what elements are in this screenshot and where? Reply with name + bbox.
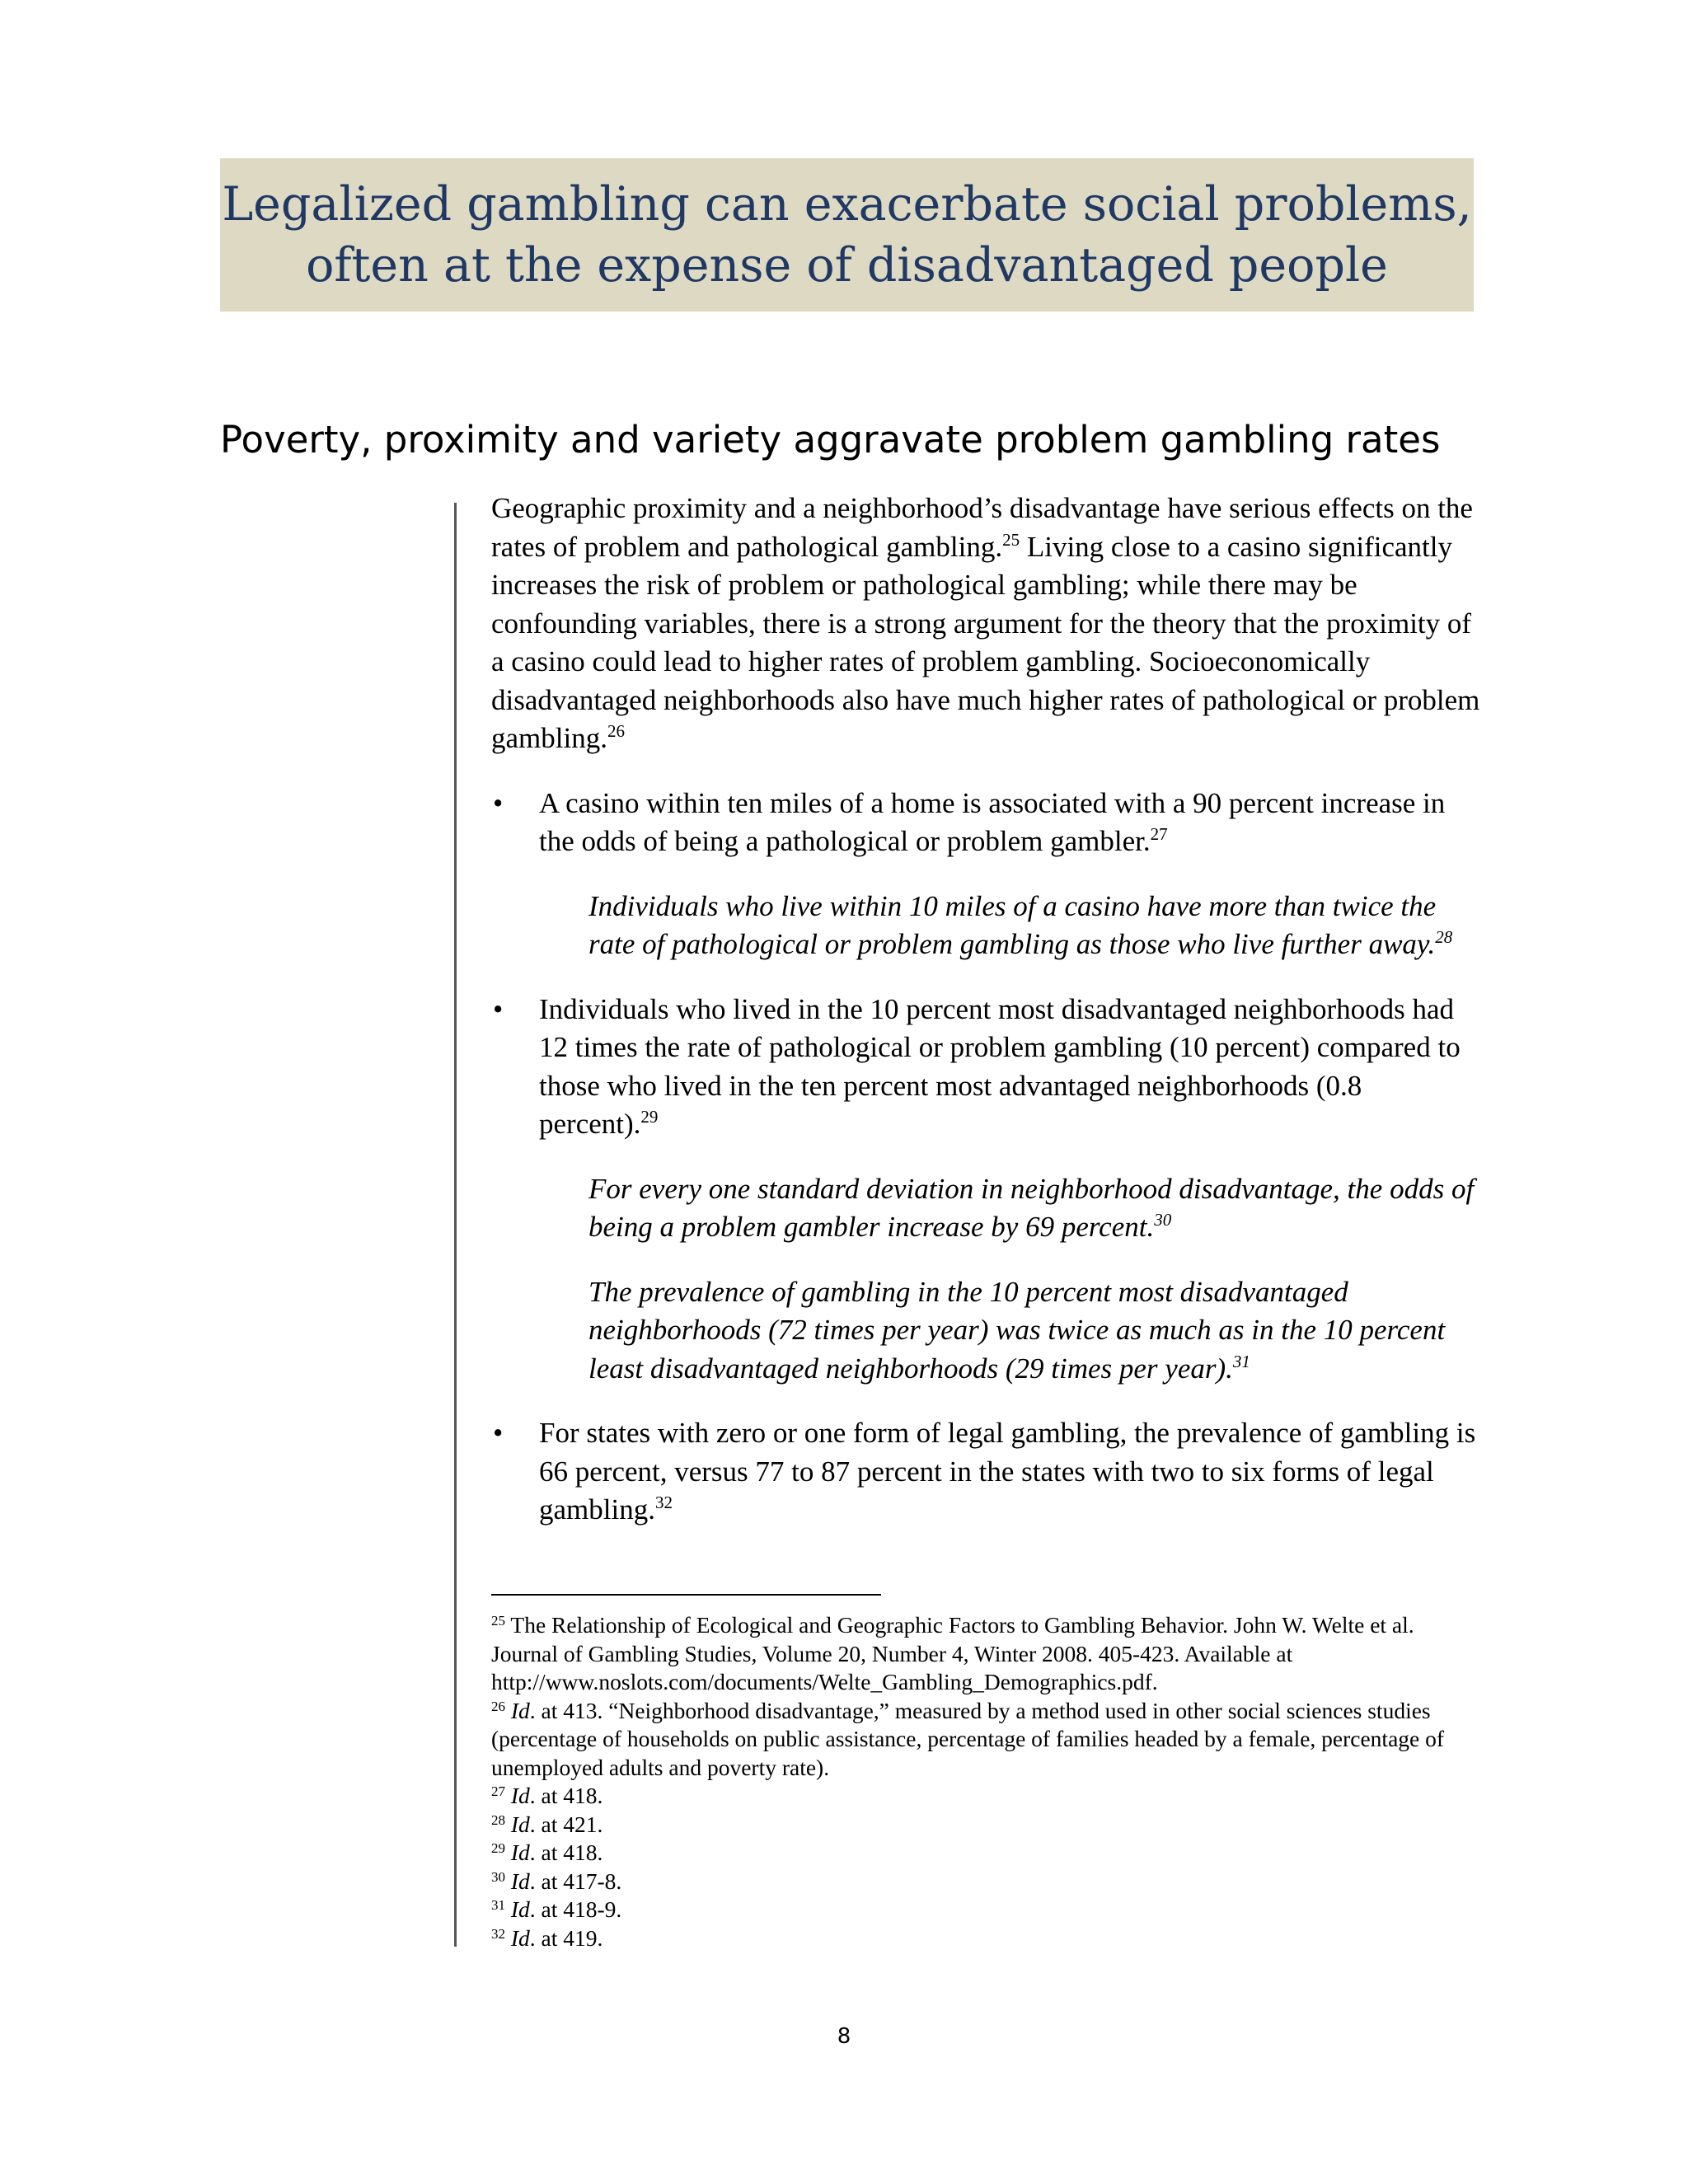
footnote-id-abbr: Id xyxy=(510,1840,530,1865)
footnote-text: . at 418. xyxy=(529,1783,603,1808)
footnote-text: . at 417-8. xyxy=(529,1868,622,1894)
italic-callout xyxy=(491,888,1480,964)
page-number: 8 xyxy=(837,2024,851,2049)
margin-rule xyxy=(454,503,457,1947)
footnote-ref[interactable]: 31 xyxy=(1232,1351,1250,1371)
intro-text-1: Geographic proximity and a neighborhood’s disadvantage have serious effects on the rates of problem and pathological gambling. xyxy=(491,492,1473,563)
section-heading: Poverty, proximity and variety aggravate problem gambling rates xyxy=(220,418,1441,462)
footnote-text: . at 413. “Neighborhood disadvantage,” measured by a method used in other social sciences studies (percentage of households on public assistance, percentage of families headed by a female, percentage of unemployed adults and poverty rate). xyxy=(491,1697,1445,1780)
footnote-separator xyxy=(491,1594,881,1596)
footnote-id-abbr: Id xyxy=(510,1896,530,1922)
title-banner xyxy=(220,158,1474,312)
bullet-icon: • xyxy=(493,992,504,1025)
footnote-text: . at 421. xyxy=(529,1811,603,1837)
footnote-ref[interactable]: 30 xyxy=(1154,1210,1172,1230)
footnote-number: 31 xyxy=(491,1897,505,1913)
bullet-text: A casino within ten miles of a home is associated with a 90 percent increase in the odds of being a pathological or problem gambler. xyxy=(539,786,1446,857)
footnote-id-abbr: Id xyxy=(510,1868,530,1894)
intro-paragraph xyxy=(491,490,1480,758)
italic-callout xyxy=(491,1170,1480,1247)
footnote-item xyxy=(491,1896,1480,1924)
footnote-item xyxy=(491,1868,1480,1896)
footnote-item xyxy=(491,1782,1480,1811)
bullet-item xyxy=(491,991,1480,1144)
footnote-id-abbr: Id xyxy=(510,1924,530,1951)
banner-title-line-2: often at the expense of disadvantaged people xyxy=(306,238,1388,293)
footnote-id-abbr: Id xyxy=(510,1783,530,1808)
footnote-text: The Relationship of Ecological and Geographic Factors to Gambling Behavior. John W. Welte et al. Journal of Gambling Studies, Volume 20, Number 4, Winter 2008. 405-423. Available at http://www.noslots.com/documents/Welte_Gambling_Demographics.pdf. xyxy=(491,1612,1414,1694)
footnote-number: 28 xyxy=(491,1811,505,1828)
footnote-number: 26 xyxy=(491,1698,505,1714)
bullet-text: Individuals who lived in the 10 percent most disadvantaged neighborhoods had 12 times the rate of pathological or problem gambling (10 percent) compared to those who lived in the ten percent most advantaged neighborhoods (0.8 percent). xyxy=(539,992,1461,1140)
footnote-item xyxy=(491,1924,1480,1953)
italic-callout xyxy=(491,1273,1480,1389)
body-column xyxy=(491,490,1480,1556)
bullet-text: For states with zero or one form of legal gambling, the prevalence of gambling is 66 percent, versus 77 to 87 percent in the states with two to six forms of legal gambling. xyxy=(539,1417,1476,1526)
footnote-id-abbr: Id xyxy=(510,1811,530,1837)
footnotes xyxy=(491,1611,1480,1952)
banner-title-line-1: Legalized gambling can exacerbate social problems, xyxy=(222,177,1472,232)
footnote-ref-25[interactable]: 25 xyxy=(1002,529,1020,550)
footnote-ref-26[interactable]: 26 xyxy=(607,721,625,741)
footnote-ref[interactable]: 29 xyxy=(640,1107,659,1127)
footnote-number: 25 xyxy=(491,1613,505,1629)
bullet-item xyxy=(491,1414,1480,1530)
footnote-text: . at 418. xyxy=(529,1840,603,1865)
footnote-ref[interactable]: 27 xyxy=(1150,824,1168,844)
bullet-icon: • xyxy=(493,1417,504,1449)
footnote-number: 27 xyxy=(491,1783,505,1799)
footnote-text: . at 419. xyxy=(529,1924,603,1951)
footnote-id-abbr: Id xyxy=(510,1697,530,1723)
bullet-item xyxy=(491,785,1480,861)
footnote-ref[interactable]: 28 xyxy=(1435,927,1453,947)
footnote-number: 30 xyxy=(491,1868,505,1885)
callout-text: For every one standard deviation in neighborhood disadvantage, the odds of being a problem gambler increase by 69 percent. xyxy=(588,1172,1475,1243)
footnote-item xyxy=(491,1697,1480,1783)
callout-text: The prevalence of gambling in the 10 percent most disadvantaged neighborhoods (72 times per year) was twice as much as in the 10 percent least disadvantaged neighborhoods (29 times per year). xyxy=(588,1275,1446,1385)
footnote-number: 32 xyxy=(491,1925,505,1942)
footnote-item xyxy=(491,1811,1480,1840)
footnote-ref[interactable]: 32 xyxy=(654,1493,673,1512)
intro-text-2: Living close to a casino significantly increases the risk of problem or pathological gambling; while there may be confounding variables, there is a strong argument for the theory that the proximity of a casino could lead to higher rates of problem gambling. Socioeconomically disadvantaged neighborhoods also have much higher rates of pathological or problem gambling. xyxy=(491,530,1480,754)
footnote-text: . at 418-9. xyxy=(529,1896,622,1922)
callout-text: Individuals who live within 10 miles of a casino have more than twice the rate of pathological or problem gambling as those who live further away. xyxy=(588,889,1437,960)
footnote-number: 29 xyxy=(491,1840,505,1856)
footnote-item xyxy=(491,1839,1480,1868)
footnote-item xyxy=(491,1611,1480,1697)
bullet-icon: • xyxy=(493,786,504,819)
